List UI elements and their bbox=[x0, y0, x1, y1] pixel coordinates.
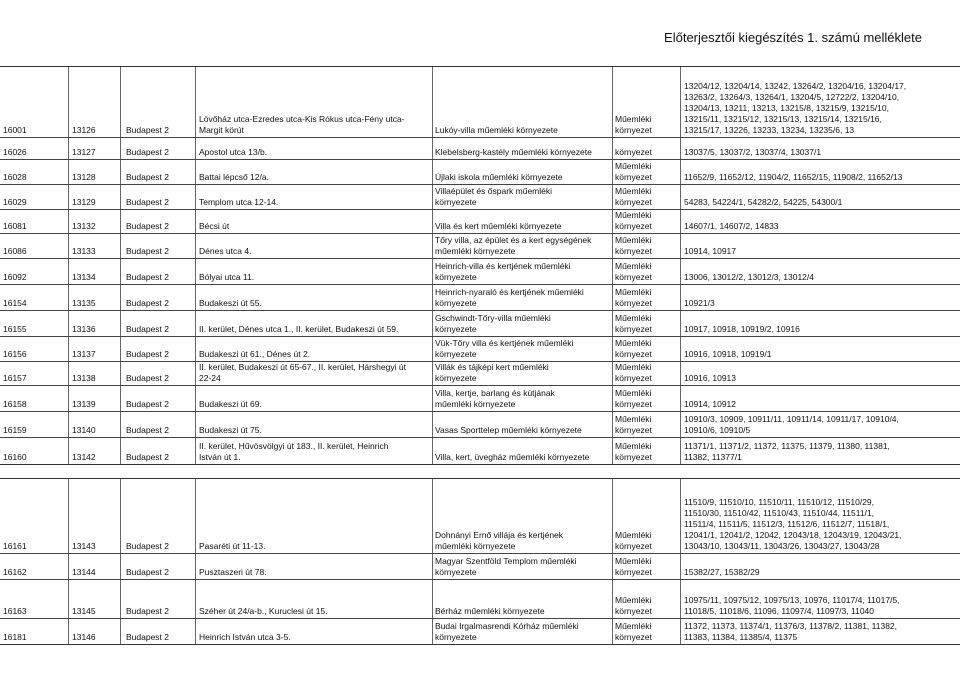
cell-name: Vük-Tőry villa és kertjének műemléki környezete bbox=[435, 338, 574, 359]
cell-addr: Bólyai utca 11. bbox=[199, 272, 255, 282]
table-row bbox=[0, 233, 960, 259]
cell-addr: Budakeszi út 75. bbox=[199, 425, 262, 435]
cell-id: 16154 bbox=[3, 298, 27, 308]
cell-city: Budapest 2 bbox=[126, 349, 170, 359]
cell-hrsz: 10921/3 bbox=[684, 298, 715, 308]
cell-city: Budapest 2 bbox=[126, 125, 170, 135]
cell-addr: Pusztaszeri út 78. bbox=[199, 567, 267, 577]
cell-name: Heinrich-villa és kertjének műemléki környezete bbox=[435, 261, 571, 282]
table-row bbox=[0, 361, 960, 386]
cell-hrsz: 13204/12, 13204/14, 13242, 13264/2, 13204/16, 13204/17, 13263/2, 13264/3, 13264/1, 13204/5, 12722/2, 13204/10, 13204/13, 13211, 13213, 13215/8, 13215/9, 13215/10, 13215/11, 13215/12, 13215/13, 13215/14, 13215/16, 13215/17, 13226, 13233, 13234, 13235/6, 13 bbox=[684, 81, 907, 135]
cell-addr: II. kerület, Budakeszi út 65-67., II. kerület, Hárshegyi út 22-24 bbox=[199, 362, 406, 383]
cell-name: Villák és tájképi kert műemléki környezete bbox=[435, 362, 549, 383]
cell-code: 13137 bbox=[72, 349, 96, 359]
table-row bbox=[0, 618, 960, 644]
cell-type: Műemléki környezet bbox=[615, 530, 652, 551]
cell-addr: Dénes utca 4. bbox=[199, 246, 252, 256]
cell-city: Budapest 2 bbox=[126, 373, 170, 383]
cell-name: Villa, kert, üvegház műemléki környezete bbox=[435, 452, 590, 462]
cell-type: Műemléki környezet bbox=[615, 556, 652, 577]
cell-addr: Lövőház utca-Ezredes utca-Kis Rókus utca-Fény utca- Margit körút bbox=[199, 114, 405, 135]
cell-hrsz: 11372, 11373, 11374/1, 11376/3, 11378/2, 11381, 11382, 11383, 11384, 11385/4, 11375 bbox=[684, 621, 898, 642]
cell-city: Budapest 2 bbox=[126, 272, 170, 282]
cell-name: Magyar Szentföld Templom műemléki környezete bbox=[435, 556, 577, 577]
table-row bbox=[0, 137, 960, 160]
cell-type: Műemléki környezet bbox=[615, 362, 652, 383]
cell-name: Lukóy-villa műemléki környezete bbox=[435, 125, 558, 135]
cell-code: 13139 bbox=[72, 399, 96, 409]
cell-addr: II. kerület, Dénes utca 1., II. kerület, Budakeszi út 59. bbox=[199, 324, 399, 334]
cell-hrsz: 11371/1, 11371/2, 11372, 11375, 11379, 11380, 11381, 11382, 11377/1 bbox=[684, 441, 890, 462]
cell-city: Budapest 2 bbox=[126, 221, 170, 231]
cell-type: Műemléki környezet bbox=[615, 595, 652, 616]
table-row bbox=[0, 159, 960, 185]
cell-addr: Templom utca 12-14. bbox=[199, 197, 279, 207]
cell-code: 13135 bbox=[72, 298, 96, 308]
cell-type: Műemléki környezet bbox=[615, 114, 652, 135]
cell-hrsz: 10916, 10918, 10919/1 bbox=[684, 349, 772, 359]
cell-addr: Pasaréti út 11-13. bbox=[199, 541, 266, 551]
cell-id: 16086 bbox=[3, 246, 27, 256]
cell-id: 16160 bbox=[3, 452, 27, 462]
cell-hrsz: 13037/5, 13037/2, 13037/4, 13037/1 bbox=[684, 147, 822, 157]
cell-hrsz: 10914, 10917 bbox=[684, 246, 736, 256]
cell-code: 13134 bbox=[72, 272, 96, 282]
cell-city: Budapest 2 bbox=[126, 324, 170, 334]
cell-hrsz: 14607/1, 14607/2, 14833 bbox=[684, 221, 779, 231]
cell-addr: Apostol utca 13/b. bbox=[199, 147, 268, 157]
cell-name: Villa és kert műemléki környezete bbox=[435, 221, 562, 231]
cell-city: Budapest 2 bbox=[126, 632, 170, 642]
cell-code: 13144 bbox=[72, 567, 96, 577]
table-row bbox=[0, 336, 960, 362]
cell-city: Budapest 2 bbox=[126, 606, 170, 616]
cell-addr: Bécsi út bbox=[199, 221, 230, 231]
cell-hrsz: 11510/9, 11510/10, 11510/11, 11510/12, 11510/29, 11510/30, 11510/42, 11510/43, 11510/44, 11511/1, 11511/4, 11511/5, 11512/3, 11512/6, 11512/7, 11518/1, 12041/1, 12041/2, 12042, 12043/18, 12043/19, 12043/21, 13043/10, 13043/11, 13043/26, 13043/27, 13043/28 bbox=[684, 497, 902, 551]
cell-type: Műemléki környezet bbox=[615, 338, 652, 359]
cell-city: Budapest 2 bbox=[126, 425, 170, 435]
table-row bbox=[0, 579, 960, 619]
cell-addr: Heinrich István utca 3-5. bbox=[199, 632, 291, 642]
cell-id: 16081 bbox=[3, 221, 27, 231]
cell-id: 16028 bbox=[3, 172, 27, 182]
cell-id: 16155 bbox=[3, 324, 27, 334]
cell-addr: II. kerület, Hűvösvölgyi út 183., II. kerület, Heinrich István út 1. bbox=[199, 441, 389, 462]
cell-name: Villa, kertje, barlang és kútjának műemléki környezete bbox=[435, 388, 555, 409]
cell-name: Vasas Sporttelep műemléki környezete bbox=[435, 425, 582, 435]
cell-city: Budapest 2 bbox=[126, 298, 170, 308]
table-row bbox=[0, 67, 960, 138]
table-row bbox=[0, 310, 960, 337]
cell-hrsz: 54283, 54224/1, 54282/2, 54225, 54300/1 bbox=[684, 197, 843, 207]
cell-city: Budapest 2 bbox=[126, 452, 170, 462]
cell-type: Műemléki környezet bbox=[615, 186, 652, 207]
cell-code: 13126 bbox=[72, 125, 96, 135]
table-row bbox=[0, 437, 960, 464]
cell-city: Budapest 2 bbox=[126, 541, 170, 551]
cell-code: 13143 bbox=[72, 541, 96, 551]
cell-id: 16156 bbox=[3, 349, 27, 359]
table-row bbox=[0, 411, 960, 438]
cell-city: Budapest 2 bbox=[126, 246, 170, 256]
cell-code: 13140 bbox=[72, 425, 96, 435]
cell-code: 13132 bbox=[72, 221, 96, 231]
table-block-upper bbox=[0, 66, 960, 465]
cell-type: Műemléki környezet bbox=[615, 287, 652, 308]
cell-type: Műemléki környezet bbox=[615, 441, 652, 462]
cell-city: Budapest 2 bbox=[126, 197, 170, 207]
cell-type: Műemléki környezet bbox=[615, 621, 652, 642]
cell-hrsz: 10914, 10912 bbox=[684, 399, 736, 409]
page-title: Előterjesztői kiegészítés 1. számú melléklete bbox=[664, 30, 922, 45]
cell-id: 16162 bbox=[3, 567, 27, 577]
table-row bbox=[0, 385, 960, 412]
cell-id: 16026 bbox=[3, 147, 27, 157]
cell-addr: Budakeszi út 61., Dénes út 2. bbox=[199, 349, 311, 359]
cell-hrsz: 15382/27, 15382/29 bbox=[684, 567, 760, 577]
table-row bbox=[0, 284, 960, 311]
cell-code: 13138 bbox=[72, 373, 96, 383]
cell-type: Műemléki környezet bbox=[615, 388, 652, 409]
cell-city: Budapest 2 bbox=[126, 172, 170, 182]
cell-name: Villaépület és őspark műemléki környezete bbox=[435, 186, 553, 207]
cell-city: Budapest 2 bbox=[126, 567, 170, 577]
cell-name: Klebelsberg-kastély műemléki környezete bbox=[435, 147, 592, 157]
cell-hrsz: 11652/9, 11652/12, 11904/2, 11652/15, 11908/2, 11652/13 bbox=[684, 172, 903, 182]
table-row bbox=[0, 258, 960, 285]
cell-code: 13145 bbox=[72, 606, 96, 616]
cell-id: 16157 bbox=[3, 373, 27, 383]
cell-type: környezet bbox=[615, 147, 652, 157]
cell-id: 16092 bbox=[3, 272, 27, 282]
cell-id: 16181 bbox=[3, 632, 27, 642]
cell-name: Bérház műemléki környezete bbox=[435, 606, 545, 616]
cell-id: 16158 bbox=[3, 399, 27, 409]
cell-name: Gschwindt-Tőry-villa műemléki környezete bbox=[435, 313, 551, 334]
cell-id: 16163 bbox=[3, 606, 27, 616]
cell-addr: Széher út 24/a-b., Kuruclesi út 15. bbox=[199, 606, 328, 616]
table-row bbox=[0, 184, 960, 210]
cell-type: Műemléki környezet bbox=[615, 161, 652, 182]
cell-id: 16159 bbox=[3, 425, 27, 435]
cell-hrsz: 10917, 10918, 10919/2, 10916 bbox=[684, 324, 800, 334]
cell-type: Műemléki környezet bbox=[615, 210, 652, 231]
cell-code: 13128 bbox=[72, 172, 96, 182]
cell-code: 13142 bbox=[72, 452, 96, 462]
cell-code: 13136 bbox=[72, 324, 96, 334]
cell-id: 16029 bbox=[3, 197, 27, 207]
cell-hrsz: 13006, 13012/2, 13012/3, 13012/4 bbox=[684, 272, 814, 282]
cell-name: Budai Irgalmasrendi Kórház műemléki környezete bbox=[435, 621, 579, 642]
cell-type: Műemléki környezet bbox=[615, 235, 652, 256]
cell-code: 13133 bbox=[72, 246, 96, 256]
cell-hrsz: 10910/3, 10909, 10911/11, 10911/14, 10911/17, 10910/4, 10910/6, 10910/5 bbox=[684, 414, 899, 435]
table-row bbox=[0, 553, 960, 580]
cell-hrsz: 10975/11, 10975/12, 10975/13, 10976, 11017/4, 11017/5, 11018/5, 11018/6, 11096, 11097/4, 11097/3, 11040 bbox=[684, 595, 900, 616]
table-row bbox=[0, 479, 960, 554]
cell-name: Tőry villa, az épület és a kert egységének műemléki környezete bbox=[435, 235, 592, 256]
cell-name: Újlaki iskola műemléki környezete bbox=[435, 172, 563, 182]
cell-type: Műemléki környezet bbox=[615, 313, 652, 334]
cell-id: 16161 bbox=[3, 541, 27, 551]
table-block-lower bbox=[0, 478, 960, 645]
cell-addr: Battai lépcső 12/a. bbox=[199, 172, 269, 182]
cell-addr: Budakeszi út 69. bbox=[199, 399, 262, 409]
cell-name: Heinrich-nyaraló és kertjének műemléki környezete bbox=[435, 287, 584, 308]
cell-city: Budapest 2 bbox=[126, 147, 170, 157]
cell-code: 13146 bbox=[72, 632, 96, 642]
cell-type: Műemléki környezet bbox=[615, 261, 652, 282]
cell-city: Budapest 2 bbox=[126, 399, 170, 409]
cell-id: 16001 bbox=[3, 125, 27, 135]
cell-hrsz: 10916, 10913 bbox=[684, 373, 736, 383]
cell-code: 13129 bbox=[72, 197, 96, 207]
cell-type: Műemléki környezet bbox=[615, 414, 652, 435]
cell-name: Dohnányi Ernő villája és kertjének műemléki környezete bbox=[435, 530, 564, 551]
cell-code: 13127 bbox=[72, 147, 96, 157]
cell-addr: Budakeszi út 55. bbox=[199, 298, 262, 308]
table-row bbox=[0, 209, 960, 234]
